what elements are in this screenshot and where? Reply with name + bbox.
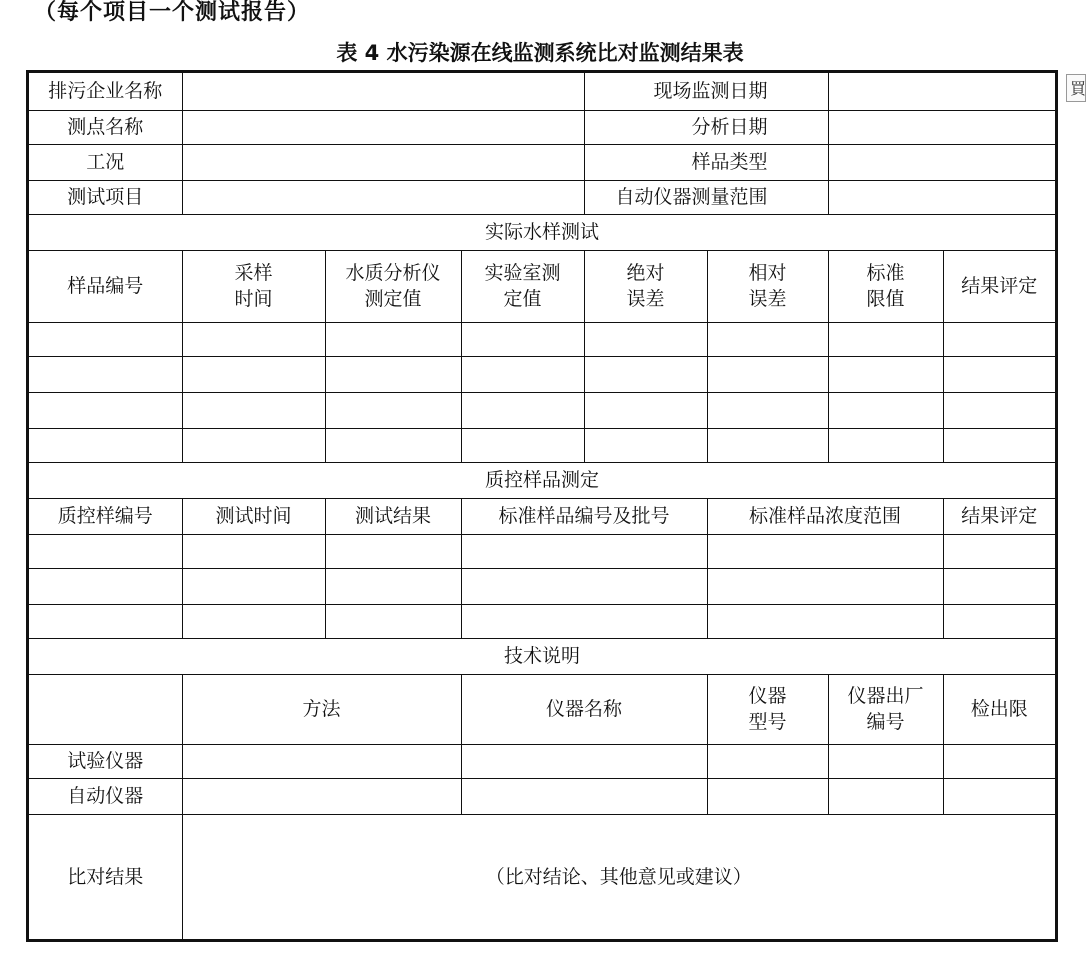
header-test-result: 测试结果 (325, 498, 461, 534)
auto-instrument-label: 自动仪器 (29, 778, 182, 814)
sample-type-cell[interactable] (828, 144, 1055, 180)
table-cell[interactable] (584, 392, 707, 428)
header-text: 相对 误差 (748, 262, 787, 310)
table-cell[interactable] (29, 534, 182, 568)
header-text: 采样 时间 (234, 262, 273, 310)
table-cell[interactable] (828, 392, 943, 428)
table-row (29, 322, 1055, 356)
table-cell[interactable] (461, 604, 707, 638)
header-text: 结果评定 (961, 275, 1038, 297)
table-cell[interactable] (707, 392, 828, 428)
table-cell[interactable] (325, 534, 461, 568)
header-absolute-error (584, 250, 707, 322)
table-row (29, 744, 1055, 778)
table-row (29, 428, 1055, 462)
point-name-label: 测点名称 (29, 110, 182, 144)
header-lab-value (461, 250, 584, 322)
table-row (29, 568, 1055, 604)
header-text: 仪器 型号 (748, 685, 787, 733)
table-cell[interactable] (461, 356, 584, 392)
table-cell[interactable] (461, 322, 584, 356)
header-text: 水质分析仪 测定值 (345, 262, 441, 310)
table-cell[interactable] (325, 568, 461, 604)
instrument-range-cell[interactable] (828, 180, 1055, 214)
table-cell[interactable] (325, 392, 461, 428)
edge-glyph: 買 (1066, 74, 1086, 102)
table-cell[interactable] (182, 778, 461, 814)
company-name-label: 排污企业名称 (29, 73, 182, 110)
table-cell[interactable] (182, 428, 325, 462)
table-cell[interactable] (707, 744, 828, 778)
tech-corner-cell (29, 674, 182, 744)
table-cell[interactable] (828, 778, 943, 814)
table-cell[interactable] (943, 428, 1055, 462)
header-test-time: 测试时间 (182, 498, 325, 534)
header-text: 实验室测 定值 (484, 262, 561, 310)
table-cell[interactable] (325, 356, 461, 392)
table-cell[interactable] (182, 744, 461, 778)
header-text: 方法 (302, 698, 341, 720)
table-cell[interactable] (325, 428, 461, 462)
table-cell[interactable] (943, 568, 1055, 604)
header-text: 绝对 误差 (626, 262, 665, 310)
site-date-label: 现场监测日期 (584, 73, 828, 110)
actual-sample-section-title: 实际水样测试 (29, 214, 1055, 250)
table-row (29, 778, 1055, 814)
header-sample-id (29, 250, 182, 322)
table-cell[interactable] (182, 356, 325, 392)
table-cell[interactable] (943, 778, 1055, 814)
table-cell[interactable] (461, 744, 707, 778)
table-cell[interactable] (828, 428, 943, 462)
table-cell[interactable] (182, 604, 325, 638)
table-row (29, 604, 1055, 638)
table-cell[interactable] (707, 356, 828, 392)
table-cell[interactable] (943, 744, 1055, 778)
site-date-cell[interactable] (828, 73, 1055, 110)
table-cell[interactable] (461, 778, 707, 814)
table-cell[interactable] (707, 534, 943, 568)
table-cell[interactable] (461, 428, 584, 462)
table-cell[interactable] (182, 392, 325, 428)
table-cell[interactable] (707, 604, 943, 638)
table-cell[interactable] (707, 428, 828, 462)
header-qc-id: 质控样编号 (29, 498, 182, 534)
table-cell[interactable] (943, 392, 1055, 428)
table-cell[interactable] (29, 322, 182, 356)
monitoring-result-table (29, 73, 1055, 940)
header-analyzer-value (325, 250, 461, 322)
table-cell[interactable] (584, 322, 707, 356)
header-standard-batch: 标准样品编号及批号 (461, 498, 707, 534)
result-table-frame (26, 70, 1058, 942)
test-item-label: 测试项目 (29, 180, 182, 214)
table-row (29, 356, 1055, 392)
table-cell[interactable] (325, 604, 461, 638)
test-item-cell[interactable] (182, 180, 584, 214)
table-title: 表 4 水污染源在线监测系统比对监测结果表 (336, 41, 744, 65)
header-instrument-name (461, 674, 707, 744)
condition-label: 工况 (29, 144, 182, 180)
table-cell[interactable] (828, 356, 943, 392)
table-cell[interactable] (29, 604, 182, 638)
sample-type-label: 样品类型 (584, 144, 828, 180)
table-cell[interactable] (461, 568, 707, 604)
table-cell[interactable] (707, 322, 828, 356)
header-detection-limit (943, 674, 1055, 744)
header-qc-evaluation: 结果评定 (943, 498, 1055, 534)
header-factory-number (828, 674, 943, 744)
table-cell[interactable] (707, 568, 943, 604)
table-cell[interactable] (584, 428, 707, 462)
table-row (29, 392, 1055, 428)
table-cell[interactable] (29, 392, 182, 428)
table-cell[interactable] (707, 778, 828, 814)
table-row (29, 534, 1055, 568)
table-cell[interactable] (943, 356, 1055, 392)
condition-cell[interactable] (182, 144, 584, 180)
table-cell[interactable] (943, 322, 1055, 356)
table-cell[interactable] (828, 322, 943, 356)
header-standard-range: 标准样品浓度范围 (707, 498, 943, 534)
comparison-content[interactable]: （比对结论、其他意见或建议） (182, 814, 1055, 940)
table-cell[interactable] (182, 534, 325, 568)
table-cell[interactable] (325, 322, 461, 356)
header-text: 样品编号 (67, 275, 144, 297)
tech-section-title: 技术说明 (29, 638, 1055, 674)
table-cell[interactable] (29, 428, 182, 462)
header-sampling-time (182, 250, 325, 322)
table-cell[interactable] (461, 534, 707, 568)
header-text: 仪器出厂 编号 (847, 685, 924, 733)
header-text: 标准 限值 (866, 262, 905, 310)
table-cell[interactable] (943, 534, 1055, 568)
analysis-date-label: 分析日期 (584, 110, 828, 144)
header-note: （每个项目一个测试报告） (34, 0, 311, 25)
table-cell[interactable] (584, 356, 707, 392)
header-instrument-model (707, 674, 828, 744)
header-text: 检出限 (970, 698, 1028, 720)
header-method (182, 674, 461, 744)
analysis-date-cell[interactable] (828, 110, 1055, 144)
table-cell[interactable] (828, 744, 943, 778)
table-cell[interactable] (29, 356, 182, 392)
header-standard-limit (828, 250, 943, 322)
table-cell[interactable] (461, 392, 584, 428)
table-cell[interactable] (29, 568, 182, 604)
comparison-label: 比对结果 (29, 814, 182, 940)
instrument-range-label: 自动仪器测量范围 (584, 180, 828, 214)
company-name-cell[interactable] (182, 73, 584, 110)
test-instrument-label: 试验仪器 (29, 744, 182, 778)
header-relative-error (707, 250, 828, 322)
header-text: 仪器名称 (546, 698, 623, 720)
point-name-cell[interactable] (182, 110, 584, 144)
header-result-evaluation (943, 250, 1055, 322)
qc-sample-section-title: 质控样品测定 (29, 462, 1055, 498)
table-cell[interactable] (943, 604, 1055, 638)
table-cell[interactable] (182, 568, 325, 604)
table-cell[interactable] (182, 322, 325, 356)
